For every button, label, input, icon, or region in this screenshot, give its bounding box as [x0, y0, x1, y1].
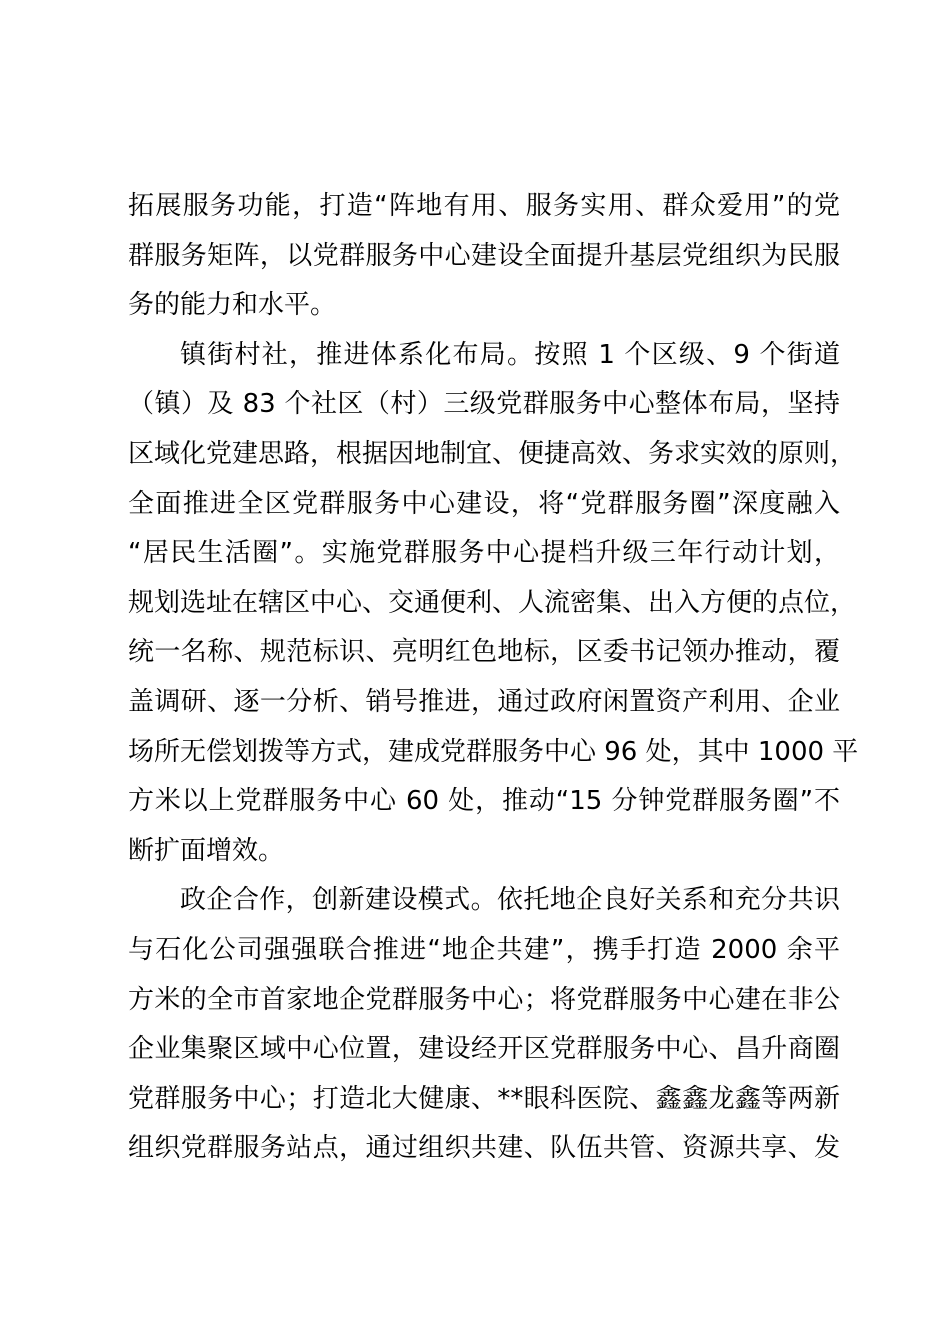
text-line-3: 务的能力和水平。 — [128, 290, 337, 321]
text-line-6: 区域化党建思路，根据因地制宜、便捷高效、务求实效的原则， — [128, 438, 857, 469]
text-line-15: 政企合作，创新建设模式。依托地企良好关系和充分共识 — [180, 885, 840, 916]
text-line-8: “居民生活圈”。实施党群服务中心提档升级三年行动计划， — [128, 538, 840, 569]
text-line-20: 组织党群服务站点，通过组织共建、队伍共管、资源共享、发 — [128, 1133, 840, 1164]
text-line-11: 盖调研、逐一分析、销号推进，通过政府闲置资产利用、企业 — [128, 686, 840, 717]
text-line-1: 拓展服务功能，打造“阵地有用、服务实用、群众爱用”的党 — [128, 191, 840, 221]
body-text — [128, 182, 859, 1174]
text-line-2: 群服务矩阵，以党群服务中心建设全面提升基层党组织为民服 — [128, 240, 840, 271]
text-line-7: 全面推进全区党群服务中心建设，将“党群服务圈”深度融入 — [128, 488, 840, 519]
text-line-18: 企业集聚区域中心位置，建设经开区党群服务中心、昌升商圈 — [128, 1034, 840, 1065]
text-line-9: 规划选址在辖区中心、交通便利、人流密集、出入方便的点位， — [128, 587, 857, 618]
text-line-16: 与石化公司强强联合推进“地企共建”，携手打造 2000 余平 — [128, 934, 840, 965]
text-line-19: 党群服务中心；打造北大健康、**眼科医院、鑫鑫龙鑫等两新 — [128, 1083, 840, 1114]
text-line-14: 断扩面增效。 — [128, 835, 285, 866]
text-line-4: 镇街村社，推进体系化布局。按照 1 个区级、9 个街道 — [180, 339, 840, 370]
text-line-17: 方米的全市首家地企党群服务中心；将党群服务中心建在非公 — [128, 984, 840, 1015]
text-line-5: （镇）及 83 个社区（村）三级党群服务中心整体布局，坚持 — [128, 389, 840, 420]
text-line-10: 统一名称、规范标识、亮明红色地标，区委书记领办推动，覆 — [128, 637, 840, 668]
text-line-13: 方米以上党群服务中心 60 处，推动“15 分钟党群服务圈”不 — [128, 786, 840, 817]
text-line-12: 场所无偿划拨等方式，建成党群服务中心 96 处，其中 1000 平 — [128, 736, 859, 767]
